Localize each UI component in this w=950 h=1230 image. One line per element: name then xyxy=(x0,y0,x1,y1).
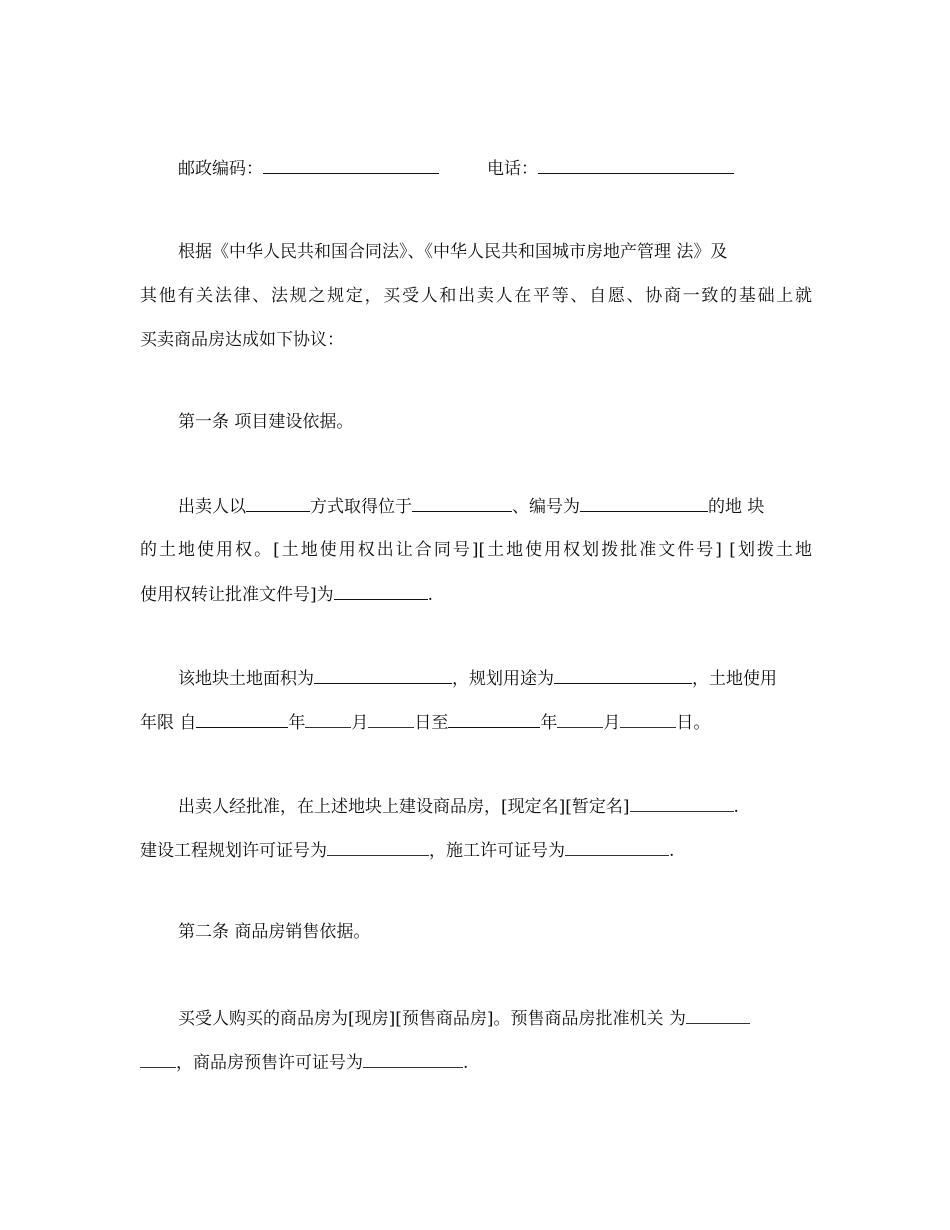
end-month-blank xyxy=(557,710,603,728)
text-segment: ，商品房预售许可证号为 xyxy=(176,1053,363,1073)
article-1-para-1-line-2: 的土地使用权。[土地使用权出让合同号][土地使用权划拨批准文件号] [划拨土地 xyxy=(140,540,812,560)
postal-code-label: 邮政编码： xyxy=(178,159,263,179)
project-name-blank xyxy=(630,794,734,812)
text-segment: 年 xyxy=(288,713,306,733)
preamble-line-1: 根据《中华人民共和国合同法》、《中华人民共和国城市房地产管理 法》及 xyxy=(178,242,728,262)
approval-authority-blank-cont xyxy=(140,1050,176,1068)
text-segment: ，规划用途为 xyxy=(452,669,554,689)
text-segment: 方式取得位于 xyxy=(310,497,412,517)
article-2-para-1-line-2 xyxy=(140,1050,812,1075)
article-1-para-3-line-1 xyxy=(178,794,850,819)
planning-permit-blank xyxy=(327,838,429,856)
text-segment: 的地 块 xyxy=(708,497,765,517)
start-month-blank xyxy=(305,710,351,728)
text-segment: 年限 自 xyxy=(140,713,197,733)
preamble-line-3: 买卖商品房达成如下协议： xyxy=(140,330,344,350)
contact-line xyxy=(178,156,850,181)
text-segment: 年 xyxy=(540,713,558,733)
text-segment: . xyxy=(463,1053,469,1073)
text-segment: 日至 xyxy=(414,713,449,733)
text-segment: ，施工许可证号为 xyxy=(429,841,565,861)
text-segment: 、编号为 xyxy=(512,497,580,517)
plot-number-blank xyxy=(580,494,708,512)
postal-code-blank xyxy=(263,156,439,174)
article-1-para-2-line-1 xyxy=(178,666,850,691)
phone-blank xyxy=(538,156,734,174)
end-day-blank xyxy=(620,710,676,728)
article-2-title: 第二条 商品房销售依据。 xyxy=(178,922,371,942)
text-segment: 出卖人以 xyxy=(178,497,246,517)
text-segment: ，土地使用 xyxy=(692,669,777,689)
article-1-para-1-line-1 xyxy=(178,494,850,519)
construction-permit-blank xyxy=(565,838,669,856)
end-year-blank xyxy=(448,710,540,728)
text-segment: 月 xyxy=(603,713,621,733)
acquisition-method-blank xyxy=(246,494,310,512)
land-area-blank xyxy=(314,666,452,684)
start-year-blank xyxy=(196,710,288,728)
article-2-para-1-line-1 xyxy=(178,1006,850,1031)
start-day-blank xyxy=(368,710,414,728)
text-segment: 使用权转让批准文件号]为 xyxy=(140,585,334,605)
article-1-title: 第一条 项目建设依据。 xyxy=(178,412,354,432)
article-1-para-1-line-3 xyxy=(140,582,812,607)
contract-number-blank xyxy=(334,582,428,600)
phone-label: 电话： xyxy=(487,159,538,179)
planned-use-blank xyxy=(554,666,692,684)
text-segment: 月 xyxy=(351,713,369,733)
text-segment: . xyxy=(669,841,675,861)
text-segment: 建设工程规划许可证号为 xyxy=(140,841,327,861)
text-segment: . xyxy=(427,585,434,605)
approval-authority-blank xyxy=(686,1006,750,1024)
article-1-para-2-line-2 xyxy=(140,710,812,735)
text-segment: 日。 xyxy=(676,713,711,733)
location-blank xyxy=(412,494,512,512)
article-1-para-3-line-2 xyxy=(140,838,812,863)
text-segment: . xyxy=(733,797,739,817)
preamble-line-2: 其他有关法律、法规之规定，买受人和出卖人在平等、自愿、协商一致的基础上就 xyxy=(140,286,812,306)
text-segment: 该地块土地面积为 xyxy=(178,669,314,689)
presale-permit-blank xyxy=(363,1050,463,1068)
text-segment: 买受人购买的商品房为[现房][预售商品房]。预售商品房批准机关 为 xyxy=(178,1009,686,1029)
text-segment: 出卖人经批准，在上述地块上建设商品房，[现定名][暂定名] xyxy=(178,797,630,817)
